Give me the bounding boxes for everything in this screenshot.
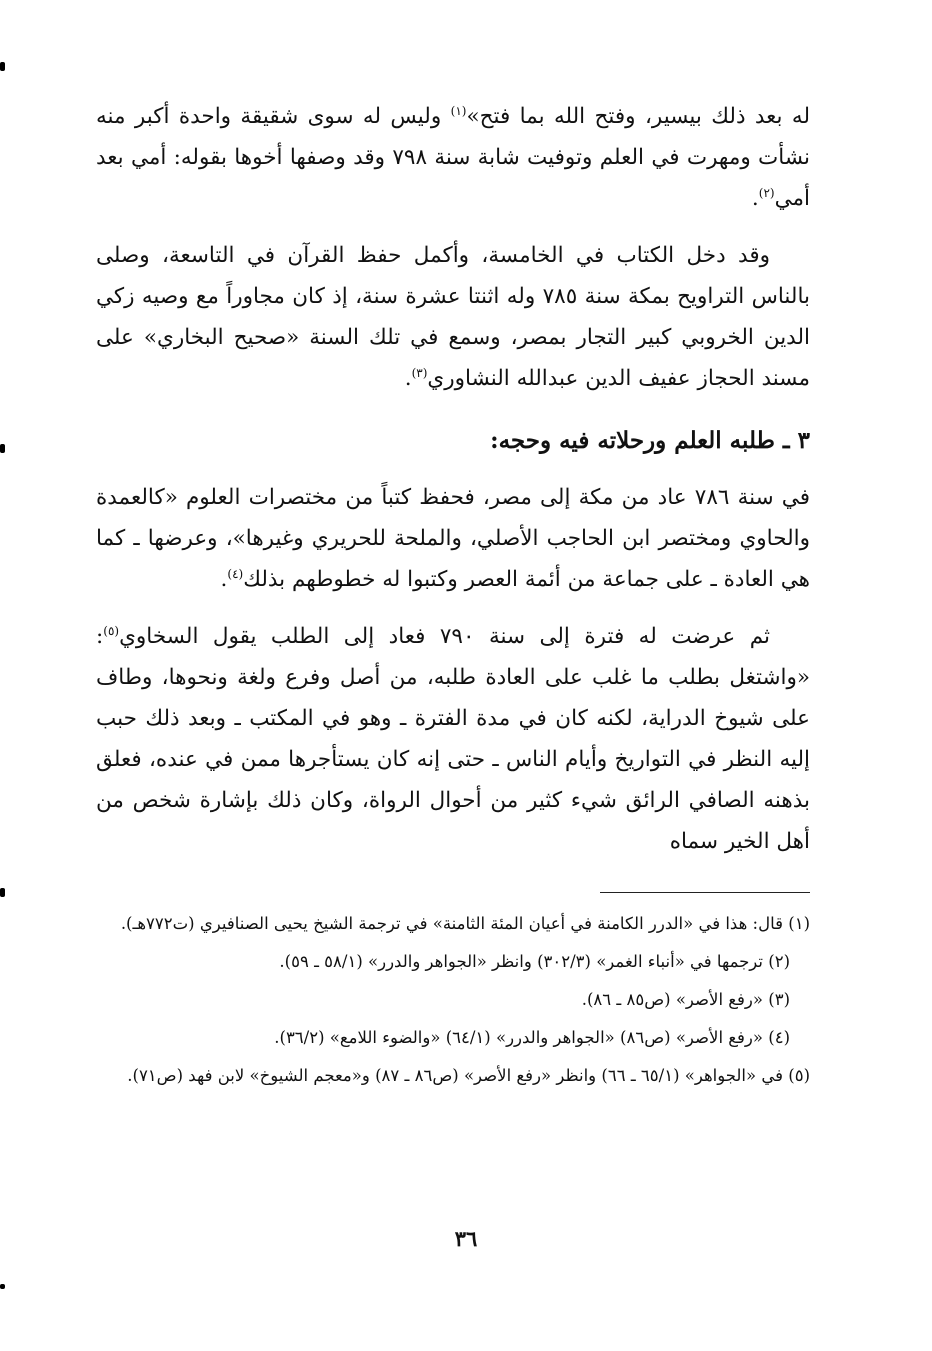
footnote-ref-4: (٤) [227,566,244,581]
paragraph-4 [96,616,810,862]
footnote-ref-1: (١) [450,103,467,118]
scan-edge-mark [0,888,5,897]
footnote-2: (٢) ترجمها في «أنباء الغمر» (٣٠٢/٣) وانظر «الجواهر والدرر» (٥٨/١ ـ ٥٩). [279,952,790,971]
footnote-ref-3: (٣) [411,365,428,380]
footnote-ref-2: (٢) [758,185,775,200]
page-number: ٣٦ [454,1226,478,1251]
paragraph-1-text-a: له بعد ذلك بيسير، وفتح الله بما فتح» [466,104,810,129]
scan-edge-mark [0,444,5,453]
paragraph-1-text-b: وليس له سوى شقيقة واحدة أكبر منه نشأت ومهرت في العلم وتوفيت شابة سنة ٧٩٨ وقد وصفها أخوها بقوله: أمي بعد أمي [96,104,810,211]
paragraph-2-text-a: وقد دخل الكتاب في الخامسة، وأكمل حفظ القرآن في التاسعة، وصلى بالناس التراويح بمكة سنة ٧٨٥ وله اثنتا عشرة سنة، إذ كان مجاوراً مع وصيه زكي الدين الخروبي كبير التجار بمصر، وسمع في تلك السنة «صحيح البخاري» على مسند الحجاز عفيف الدين عبدالله النشاوري [96,243,810,391]
scan-edge-mark [0,1284,5,1289]
paragraph-1 [96,96,810,219]
footnote-1: (١) قال: هذا في «الدرر الكامنة في أعيان المئة الثامنة» في ترجمة الشيخ يحيى الصنافيري (ت٧٧٢هـ). [120,914,810,933]
paragraph-2 [96,235,810,399]
paragraph-4-text-a: ثم عرضت له فترة إلى سنة ٧٩٠ فعاد إلى الطلب يقول السخاوي [119,624,770,649]
footnote-4: (٤) «رفع الأصر» (ص٨٦) «الجواهر والدرر» (٦٤/١) «والضوء اللامع» (٣٦/٢). [274,1028,790,1047]
paragraph-3 [96,477,810,600]
paragraph-4-text-b: : «واشتغل بطلب ما غلب على العادة طلبه، من أصل وفرع ولغة ونحوها، وطاف على شيوخ الدراية، لكنه كان في مدة الفترة ـ وهو في المكتب ـ وبعد ذلك حبب إليه النظر في التواريخ وأيام الناس ـ حتى إنه كان يستأجرها ممن في عنده، فعلق بذهنه الصافي الرائق شيء كثير من أحوال الرواة، وكان ذلك بإشارة شخص من أهل الخير سماه [96,624,810,854]
paragraph-2-text-b: . [404,366,412,391]
section-heading: ٣ ـ طلبه العلم ورحلاته فيه وحجه: [490,427,810,454]
paragraph-3-text-a: في سنة ٧٨٦ عاد من مكة إلى مصر، فحفظ كتباً من مختصرات العلوم «كالعمدة والحاوي ومختصر ابن الحاجب الأصلي، والملحة للحريري وغيرها»، وعرضها ـ كما هي العادة ـ على جماعة من أئمة العصر وكتبوا له خطوطهم بذلك [96,485,810,592]
footnotes [96,905,810,1095]
footnote-ref-5: (٥) [103,623,120,638]
footnote-5: (٥) في «الجواهر» (٦٥/١ ـ ٦٦) وانظر «رفع الأصر» (ص٨٦ ـ ٨٧) و«معجم الشيوخ» لابن فهد (ص٧١). [127,1066,810,1085]
page-body [96,96,810,1095]
footnote-3: (٣) «رفع الأصر» (ص٨٥ ـ ٨٦). [581,990,790,1009]
paragraph-3-text-b: . [220,567,228,592]
paragraph-1-text-c: . [751,186,759,211]
scan-edge-mark [0,62,5,71]
footnote-divider [600,892,810,893]
